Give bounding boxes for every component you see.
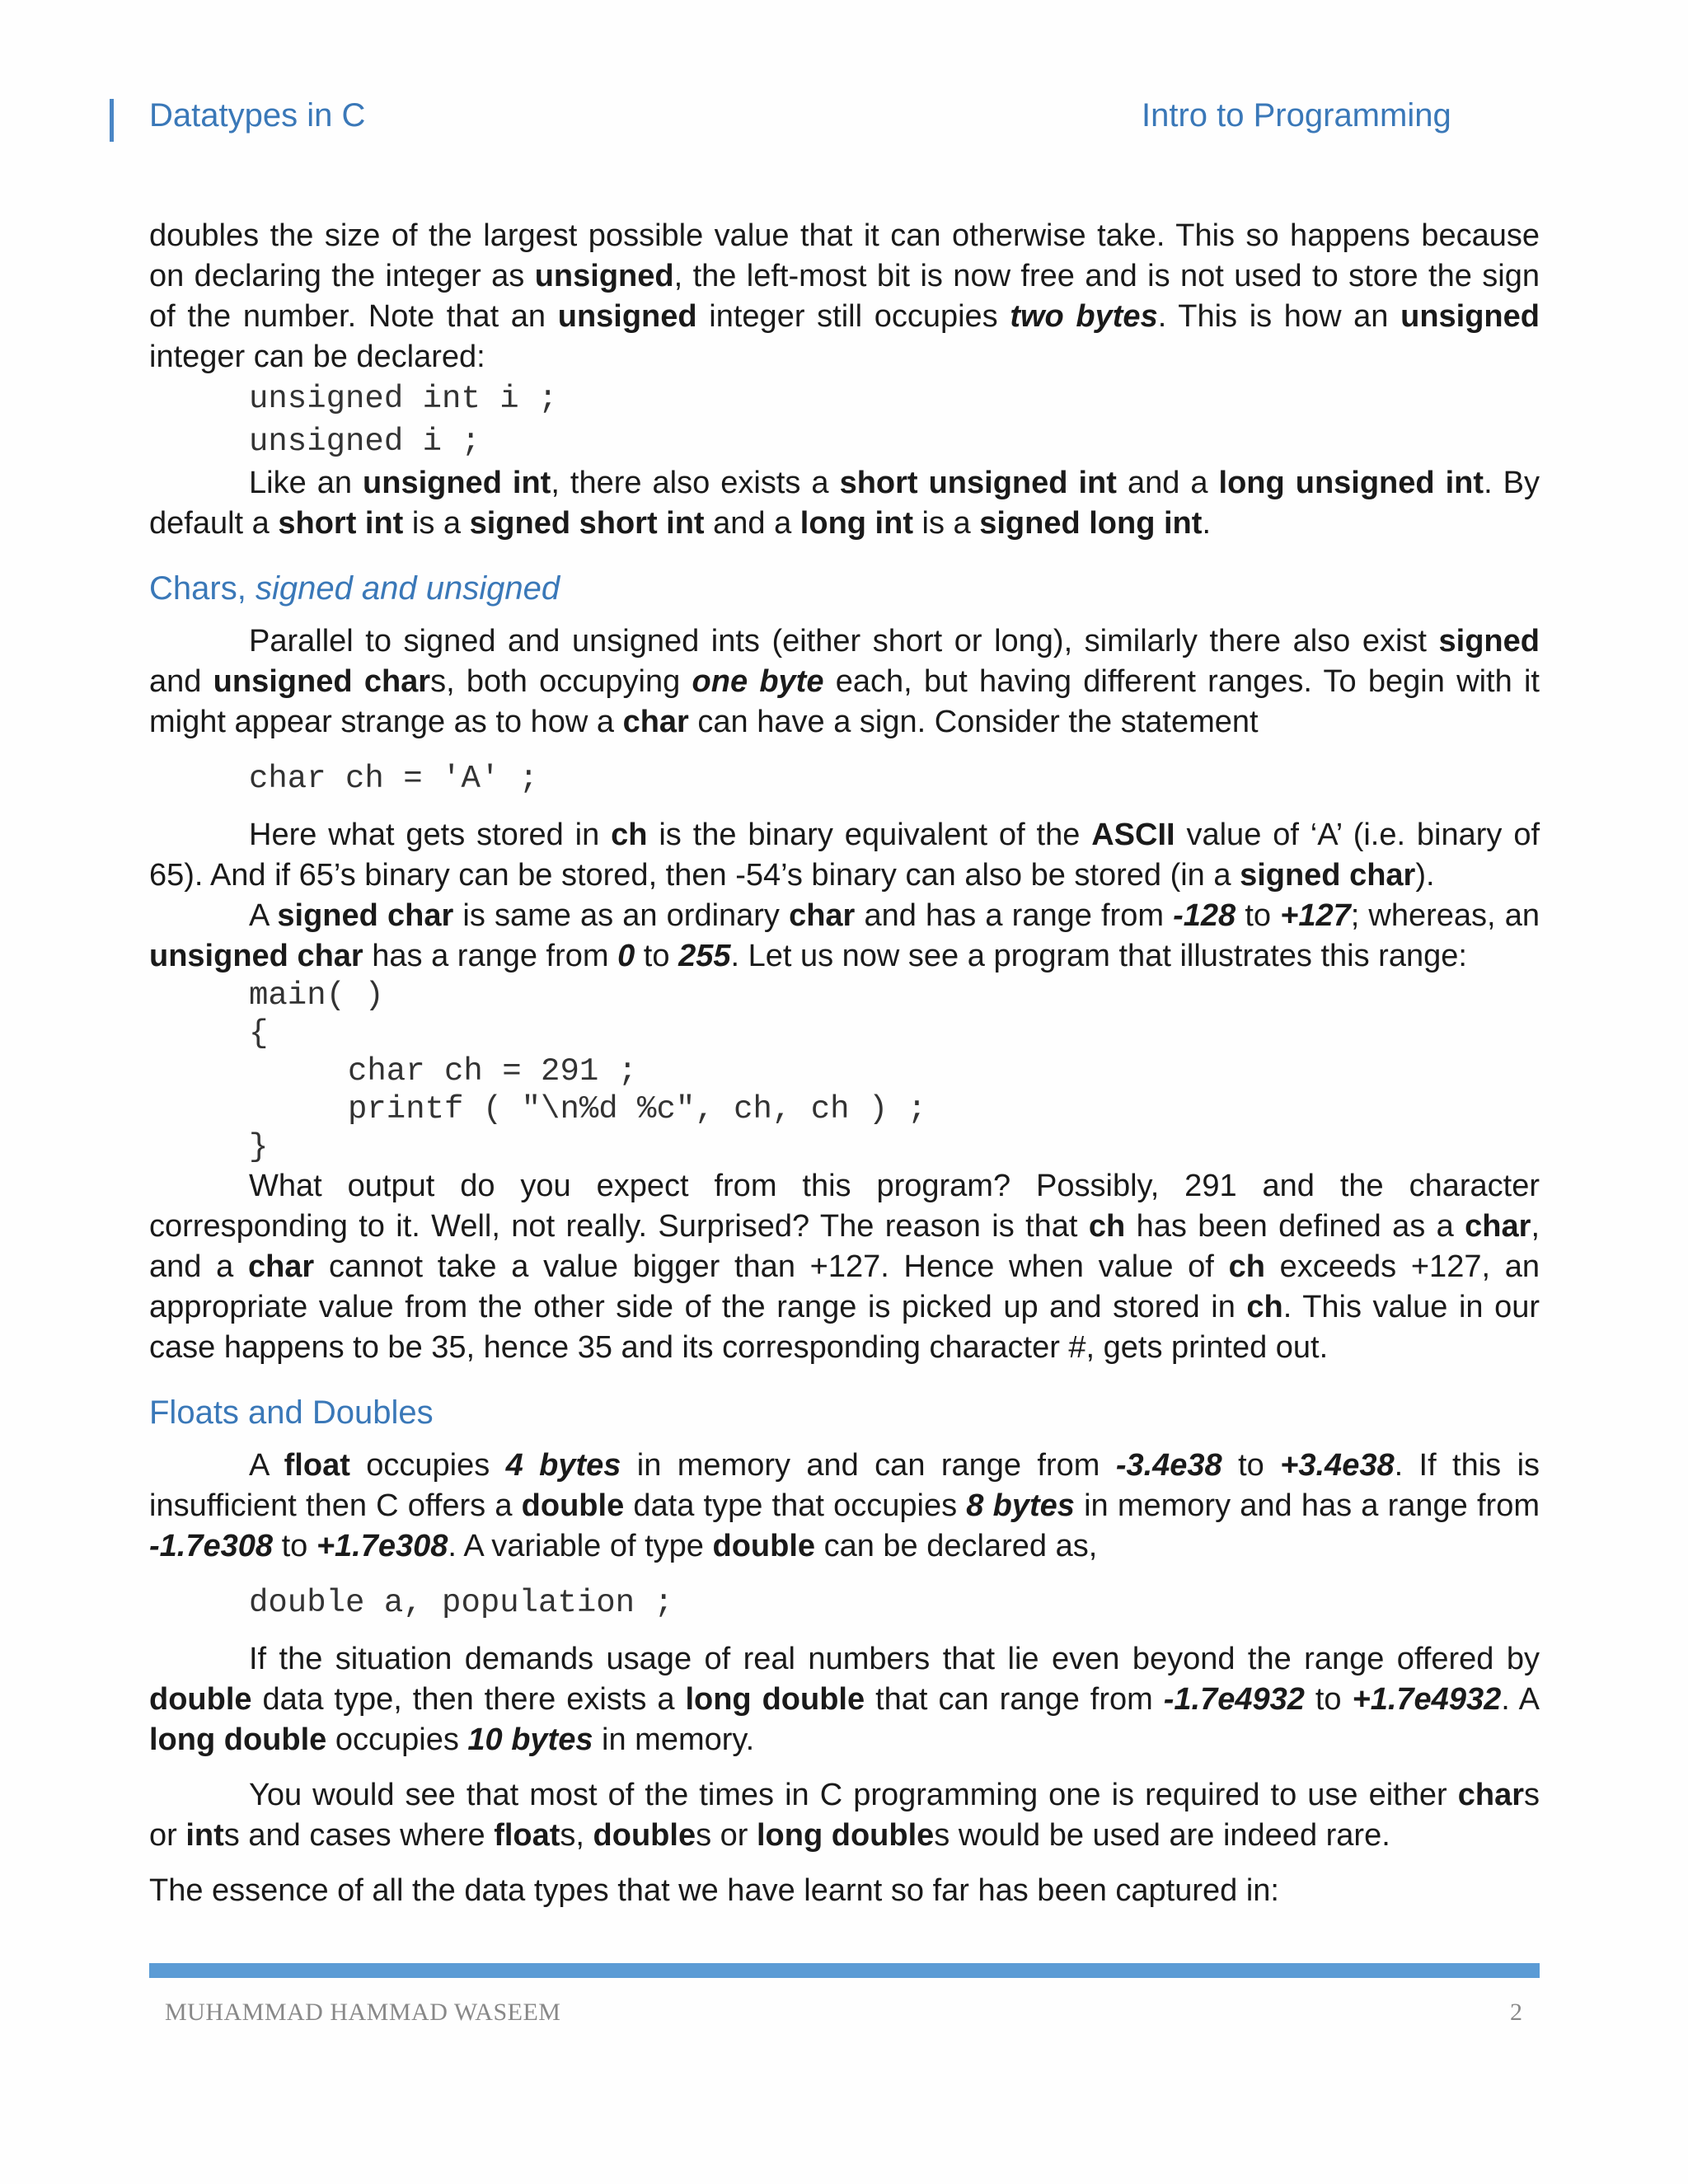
footer-page-number: 2: [1510, 1999, 1522, 2026]
text-run: signed char: [1240, 858, 1416, 893]
code-line: char ch = 'A' ;: [249, 761, 539, 797]
text-run: Like an: [249, 466, 363, 500]
text-run: char: [247, 1249, 315, 1284]
text-run: one byte: [692, 664, 824, 699]
text-run: double: [593, 1818, 696, 1853]
text-run: ch: [1088, 1209, 1126, 1244]
paragraph-usage: [149, 1775, 1540, 1856]
text-run: -1.7e4932: [1163, 1682, 1305, 1717]
text-run: ).: [1415, 858, 1435, 893]
text-run: , and a: [149, 1209, 1540, 1284]
code-line: main( ): [249, 977, 384, 1014]
text-run: and a: [704, 506, 800, 541]
text-run: has a range from: [363, 939, 618, 973]
text-run: A: [249, 1448, 284, 1483]
page-body: [149, 216, 1540, 1911]
text-run: unsigned: [557, 299, 697, 334]
text-run: to: [273, 1529, 316, 1563]
text-run: You would see that most of the times in C programming one is required to use either: [249, 1778, 1458, 1812]
text-run: long int: [799, 506, 913, 541]
text-run: two bytes: [1010, 299, 1158, 334]
text-run: cannot take a value bigger than +127. Hence when value of: [314, 1249, 1229, 1284]
text-run: char: [622, 705, 689, 739]
heading-chars: [149, 567, 1540, 610]
text-run: Floats and Doubles: [149, 1394, 434, 1431]
text-run: 0: [617, 939, 635, 973]
text-run: int: [185, 1818, 224, 1853]
text-run: integer can be declared:: [149, 340, 485, 374]
text-run: . A variable of type: [448, 1529, 713, 1563]
text-run: s or: [149, 1778, 1540, 1853]
text-run: is a: [912, 506, 980, 541]
text-run: short int: [278, 506, 404, 541]
text-run: , there also exists a: [551, 466, 840, 500]
text-run: to: [1304, 1682, 1353, 1717]
text-run: A: [249, 898, 278, 933]
text-run: is same as an ordinary: [453, 898, 790, 933]
text-run: Chars,: [149, 570, 256, 607]
code-line: unsigned i ;: [249, 424, 481, 460]
text-run: in memory and has a range from: [1074, 1488, 1540, 1523]
text-run: . Let us now see a program that illustrates this range:: [730, 939, 1467, 973]
text-run: 4 bytes: [505, 1448, 621, 1483]
text-run: ASCII: [1091, 818, 1175, 852]
text-run: , the left-most bit is now free and is not used to store the sign of the number. Note that an: [149, 259, 1540, 334]
text-run: s or: [696, 1818, 757, 1853]
paragraph-unsigned-variants: [149, 463, 1540, 544]
code-line: {: [249, 1015, 269, 1052]
text-run: can be declared as,: [815, 1529, 1098, 1563]
text-run: that can range from: [865, 1682, 1164, 1717]
paragraph-char-range: [149, 896, 1540, 977]
text-run: If the situation demands usage of real numbers that lie even beyond the range offered by: [249, 1642, 1540, 1676]
text-run: Parallel to signed and unsigned ints (either short or long), similarly there also exist: [249, 624, 1439, 658]
text-run: long double: [685, 1682, 865, 1717]
text-run: ; whereas, an: [1350, 898, 1540, 933]
text-run: each, but having different ranges. To begin with it might appear strange as to how a: [149, 664, 1540, 739]
text-run: exceeds +127, an appropriate value from the other side of the range is picked up and stored in: [149, 1249, 1540, 1324]
paragraph-essence: [149, 1871, 1540, 1911]
text-run: value of ‘A’ (i.e. binary of 65). And if 65’s binary can be stored, then -54’s binary can also be stored (in a: [149, 818, 1540, 893]
text-run: -128: [1173, 898, 1236, 933]
text-run: What output do you expect from this program? Possibly, 291 and the character corresponding to it. Well, not really. Surprised? The reason is that: [149, 1169, 1540, 1244]
text-run: s, both occupying: [430, 664, 692, 699]
code-line: printf ( "\n%d %c", ch, ch ) ;: [348, 1091, 927, 1127]
text-run: char: [1465, 1209, 1531, 1244]
text-run: to: [1221, 1448, 1281, 1483]
text-run: occupies: [349, 1448, 506, 1483]
text-run: Here what gets stored in: [249, 818, 612, 852]
text-run: and has a range from: [855, 898, 1174, 933]
header-accent-bar: [110, 99, 114, 142]
text-run: . If this is insufficient then C offers a: [149, 1448, 1540, 1523]
text-run: ch: [1228, 1249, 1265, 1284]
text-run: s,: [560, 1818, 593, 1853]
text-run: long double: [149, 1722, 327, 1757]
text-run: long double: [757, 1818, 935, 1853]
text-run: . By default a: [149, 466, 1540, 541]
text-run: has been defined as a: [1125, 1209, 1465, 1244]
text-run: double: [149, 1682, 252, 1717]
code-block-main-program: [149, 977, 1540, 1166]
text-run: char: [789, 898, 856, 933]
text-run: +3.4e38: [1280, 1448, 1395, 1483]
text-run: double: [712, 1529, 816, 1563]
text-run: +1.7e4932: [1352, 1682, 1502, 1717]
text-run: unsigned int: [363, 466, 551, 500]
text-run: integer still occupies: [696, 299, 1010, 334]
text-run: data type that occupies: [624, 1488, 967, 1523]
code-line: }: [249, 1129, 269, 1165]
text-run: unsigned char: [213, 664, 431, 699]
header-chapter-title: Datatypes in C: [149, 97, 366, 134]
paragraph-chars-intro: [149, 621, 1540, 743]
text-run: char: [1457, 1778, 1524, 1812]
text-run: s and cases where: [223, 1818, 495, 1853]
text-run: in memory and can range from: [621, 1448, 1116, 1483]
text-run: unsigned char: [149, 939, 363, 973]
text-run: float: [494, 1818, 560, 1853]
code-block-unsigned-decl: [149, 377, 1540, 463]
text-run: . A: [1501, 1682, 1540, 1717]
paragraph-program-output: [149, 1166, 1540, 1368]
header-course-title: Intro to Programming: [1142, 97, 1451, 134]
code-line: double a, population ;: [249, 1585, 673, 1621]
text-run: is a: [403, 506, 470, 541]
text-run: and a: [1116, 466, 1219, 500]
heading-floats: [149, 1391, 1540, 1434]
text-run: ch: [611, 818, 648, 852]
text-run: 8 bytes: [966, 1488, 1075, 1523]
text-run: signed: [1438, 624, 1540, 658]
text-run: float: [284, 1448, 350, 1483]
text-run: in memory.: [593, 1722, 755, 1757]
text-run: signed char: [277, 898, 454, 933]
text-run: .: [1202, 506, 1211, 541]
paragraph-unsigned-intro: [149, 216, 1540, 377]
text-run: ch: [1246, 1290, 1283, 1324]
text-run: long unsigned int: [1218, 466, 1484, 500]
text-run: double: [521, 1488, 625, 1523]
text-run: can have a sign. Consider the statement: [688, 705, 1259, 739]
code-block-char-decl: [149, 757, 1540, 800]
text-run: is the binary equivalent of the: [647, 818, 1092, 852]
text-run: short unsigned int: [839, 466, 1117, 500]
paragraph-ascii: [149, 815, 1540, 896]
text-run: to: [1236, 898, 1281, 933]
footer-author: MUHAMMAD HAMMAD WASEEM: [165, 1999, 561, 2026]
text-run: s would be used are indeed rare.: [934, 1818, 1390, 1853]
text-run: data type, then there exists a: [251, 1682, 686, 1717]
text-run: occupies: [326, 1722, 468, 1757]
text-run: 10 bytes: [467, 1722, 593, 1757]
code-line: char ch = 291 ;: [348, 1053, 638, 1090]
text-run: 255: [678, 939, 731, 973]
text-run: to: [635, 939, 679, 973]
paragraph-long-double: [149, 1639, 1540, 1760]
text-run: . This is how an: [1157, 299, 1401, 334]
text-run: doubles the size of the largest possible value that it can otherwise take. This so happens because on declaring the integer as: [149, 218, 1540, 293]
text-run: and: [149, 664, 213, 699]
text-run: +1.7e308: [316, 1529, 448, 1563]
text-run: The essence of all the data types that we have learnt so far has been captured in:: [149, 1873, 1279, 1908]
paragraph-float-double: [149, 1446, 1540, 1567]
text-run: unsigned: [534, 259, 674, 293]
text-run: -1.7e308: [149, 1529, 274, 1563]
code-block-double-decl: [149, 1582, 1540, 1624]
text-run: signed and unsigned: [255, 570, 560, 607]
code-line: unsigned int i ;: [249, 381, 558, 417]
text-run: unsigned: [1400, 299, 1540, 334]
text-run: signed long int: [979, 506, 1203, 541]
text-run: -3.4e38: [1115, 1448, 1222, 1483]
text-run: signed short int: [469, 506, 705, 541]
text-run: +127: [1280, 898, 1351, 933]
footer-rule: [149, 1963, 1540, 1978]
text-run: . This value in our case happens to be 35, hence 35 and its corresponding character #, gets printed out.: [149, 1290, 1540, 1365]
